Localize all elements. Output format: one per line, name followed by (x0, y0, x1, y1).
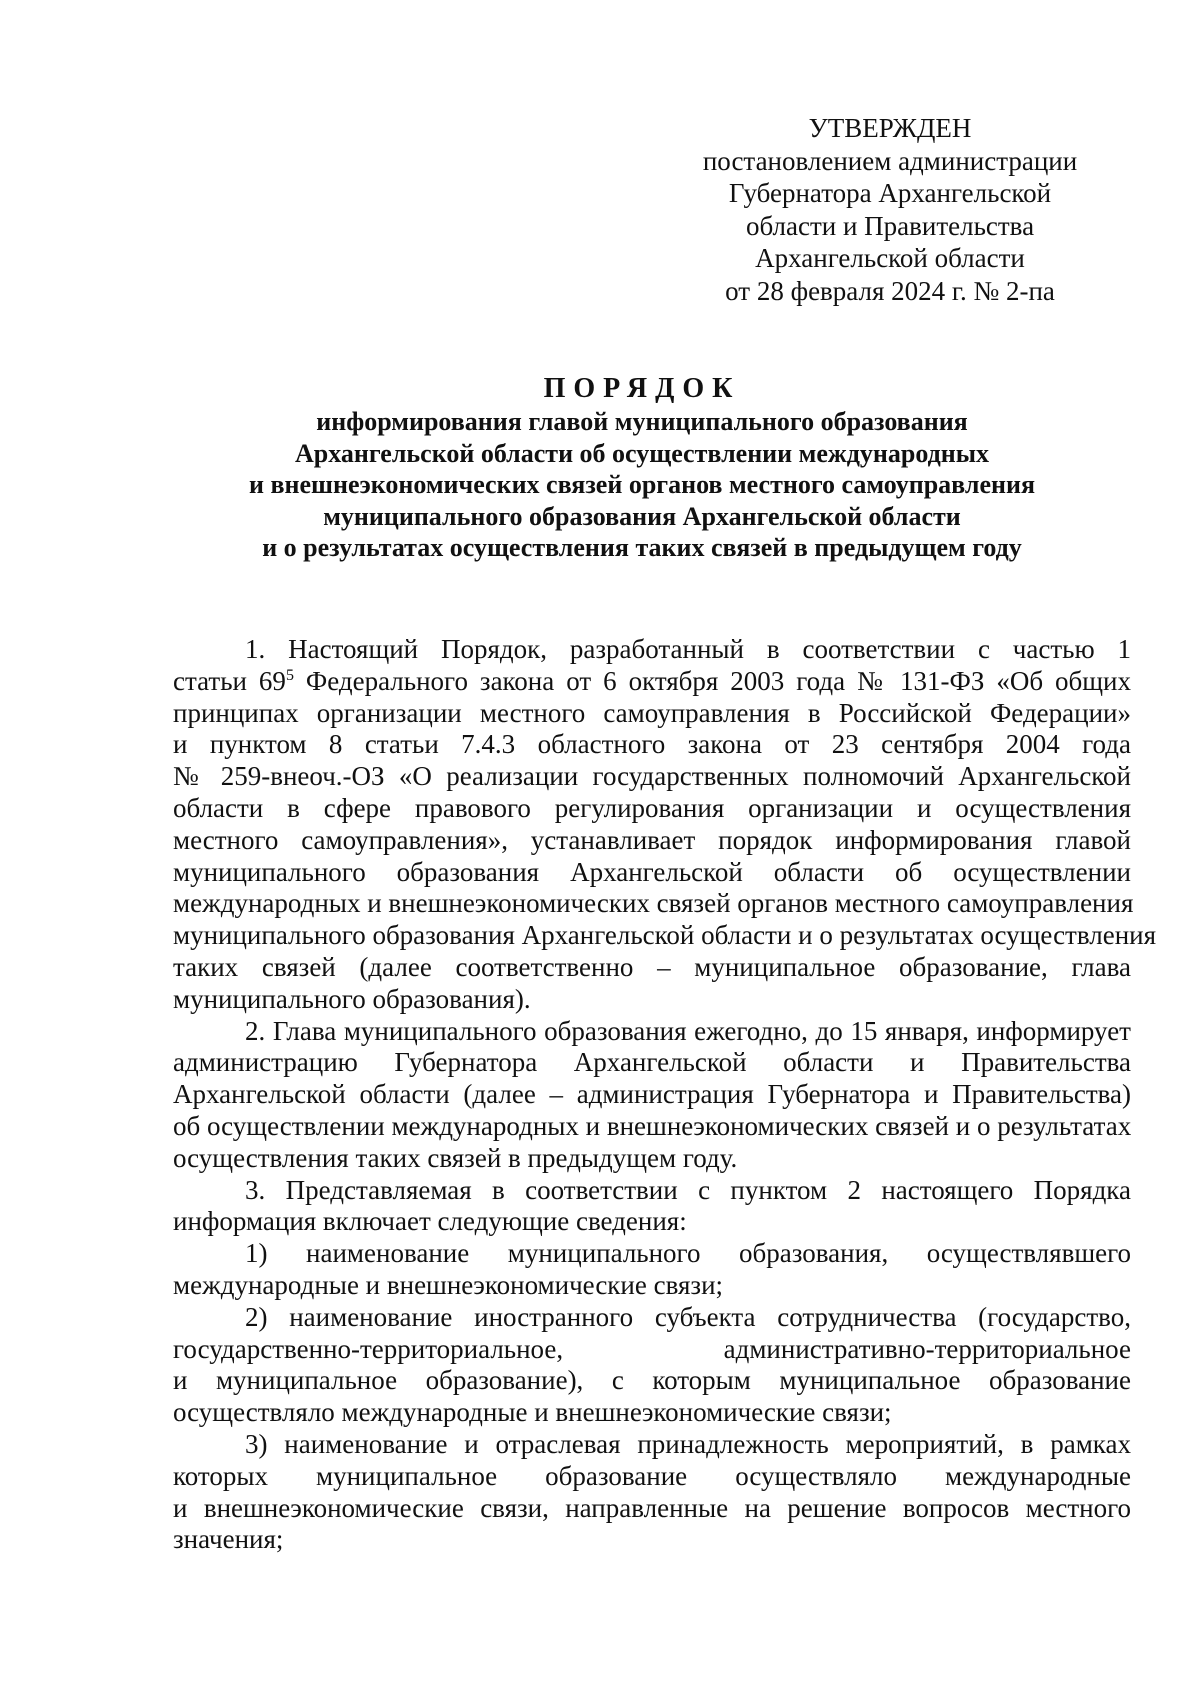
list-item-2-line: государственно-территориальное, административно-территориальное (173, 1333, 1131, 1364)
list-item-2-line: 2) наименование иностранного субъекта сотрудничества (государство, (245, 1301, 1131, 1332)
approval-line: Архангельской области (755, 243, 1025, 273)
paragraph-1-text: Федерального закона от 6 октября 2003 года № 131-ФЗ «Об общих (293, 665, 1132, 696)
document-title (150, 372, 1134, 564)
paragraph-2-line: Архангельской области (далее – администрация Губернатора и Правительства) (173, 1079, 1131, 1110)
document-body (173, 634, 1157, 1556)
title-line: информирования главой муниципального образования (316, 407, 968, 436)
list-item-3-line: которых муниципальное образование осуществляло международные (173, 1460, 1131, 1491)
list-item-2-line: осуществляло международные и внешнеэкономические связи; (173, 1397, 892, 1428)
list-item-1-line: 1) наименование муниципального образования, осуществлявшего (245, 1238, 1131, 1269)
paragraph-1-line: № 259-внеоч.-ОЗ «О реализации государственных полномочий Архангельской (173, 761, 1131, 792)
paragraph-2-line: администрацию Губернатора Архангельской области и Правительства (173, 1047, 1131, 1078)
title-line: и о результатах осуществления таких связей в предыдущем году (262, 533, 1022, 562)
paragraph-3-line: 3. Представляемая в соответствии с пунктом 2 настоящего Порядка (245, 1174, 1131, 1205)
list-item-1-line: международные и внешнеэкономические связи; (173, 1269, 724, 1300)
paragraph-1-line: международных и внешнеэкономических связей органов местного самоуправления (173, 888, 1134, 919)
list-item-2-line: и муниципальное образование), с которым муниципальное образование (173, 1365, 1131, 1396)
title-line: Архангельской области об осуществлении международных (294, 438, 990, 468)
approval-line: от 28 февраля 2024 г. № 2-па (725, 275, 1055, 306)
approval-line: постановлением администрации (702, 145, 1078, 176)
paragraph-1-line: муниципального образования Архангельской области об осуществлении (173, 856, 1131, 887)
list-item-3-line: и внешнеэкономические связи, направленные на решение вопросов местного (173, 1492, 1131, 1523)
list-item-3-line: значения; (173, 1524, 284, 1555)
title-main: ПОРЯДОК (543, 373, 741, 404)
approval-line: Губернатора Архангельской (728, 178, 1052, 208)
paragraph-2-line: об осуществлении международных и внешнеэкономических связей и о результатах (173, 1110, 1132, 1141)
paragraph-3-line: информация включает следующие сведения: (173, 1206, 687, 1237)
paragraph-1-line: принципах организации местного самоуправления в Российской Федерации» (173, 697, 1131, 728)
paragraph-1-line (173, 666, 1131, 698)
superscript: 5 (285, 666, 294, 684)
paragraph-1-line: муниципального образования Архангельской области и о результатах осуществления (173, 920, 1157, 951)
paragraph-2-line: 2. Глава муниципального образования ежегодно, до 15 января, информирует (245, 1015, 1131, 1046)
paragraph-1-line: 1. Настоящий Порядок, разработанный в соответствии с частью 1 (245, 634, 1131, 664)
approval-stamp (695, 112, 1085, 307)
approval-line: области и Правительства (745, 210, 1035, 241)
paragraph-2-line: осуществления таких связей в предыдущем году. (173, 1142, 738, 1173)
paragraph-1-line: муниципального образования). (173, 983, 531, 1014)
title-line: муниципального образования Архангельской области (323, 501, 961, 531)
paragraph-1-line: таких связей (далее соответственно – муниципальное образование, глава (173, 951, 1131, 982)
paragraph-1-line: местного самоуправления», устанавливает порядок информирования главой (173, 824, 1131, 855)
paragraph-1-line: и пунктом 8 статьи 7.4.3 областного закона от 23 сентября 2004 года (173, 729, 1131, 760)
title-line: и внешнеэкономических связей органов местного самоуправления (248, 470, 1036, 499)
paragraph-1-line: области в сфере правового регулирования организации и осуществления (173, 792, 1131, 823)
paragraph-1-text: статьи 69 (173, 665, 286, 696)
approval-heading: УТВЕРЖДЕН (808, 113, 972, 143)
list-item-3-line: 3) наименование и отраслевая принадлежность мероприятий, в рамках (245, 1428, 1131, 1459)
